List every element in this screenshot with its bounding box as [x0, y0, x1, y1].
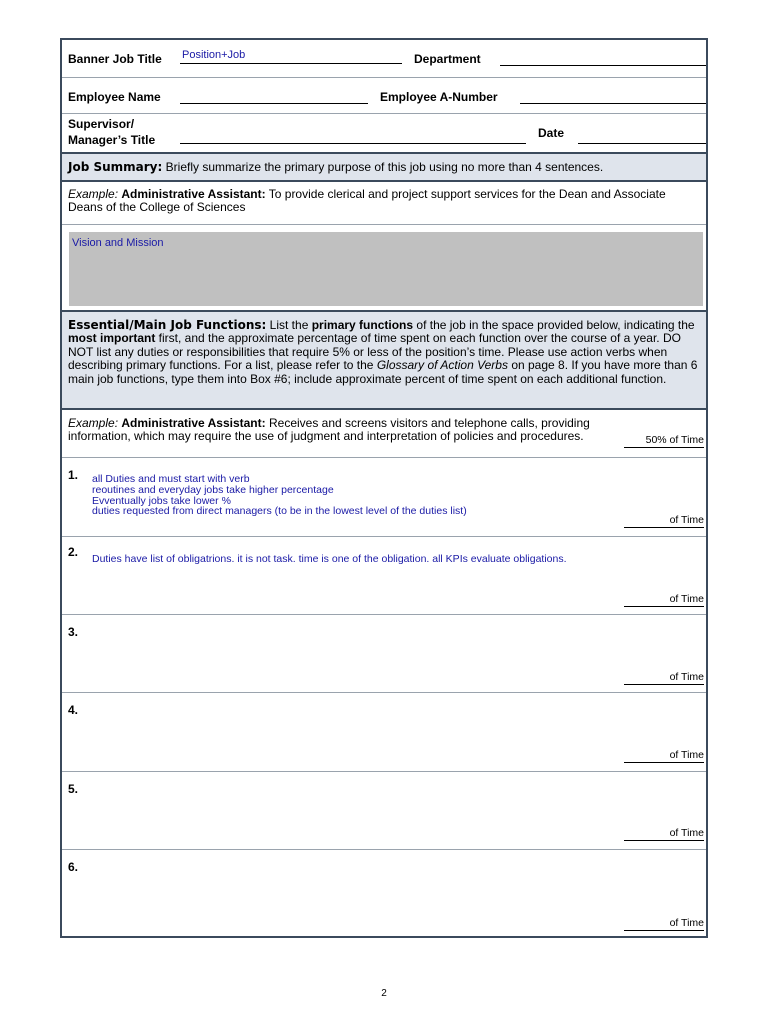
employee-anumber-label: Employee A-Number — [380, 90, 498, 104]
row-employee — [62, 78, 706, 114]
job-summary-instruction-block — [68, 161, 700, 174]
functions-example-body: Receives and screens visitors and telephone calls, providing information, which may require the use of judgment and interpretation of policies and procedures. — [68, 416, 590, 444]
banner-job-title-label: Banner Job Title — [68, 52, 162, 66]
function-1-line: reoutines and everyday jobs take higher percentage — [92, 483, 334, 496]
job-description-form — [60, 38, 708, 938]
functions-intro-d: most important — [68, 331, 156, 346]
functions-intro-a: List the — [266, 318, 312, 332]
function-1-line: duties requested from direct managers (to be in the lowest level of the duties list) — [92, 505, 467, 518]
function-row-2 — [62, 537, 706, 615]
employee-anumber-field[interactable] — [520, 90, 706, 104]
banner-job-title-value: Position+Job — [182, 49, 246, 61]
functions-header — [62, 312, 706, 410]
functions-intro-f: Glossary of Action Verbs — [376, 358, 508, 373]
supervisor-title-field[interactable] — [180, 130, 526, 144]
job-summary-instruction: Briefly summarize the primary purpose of this job using no more than 4 sentences. — [162, 160, 604, 174]
function-number-6: 6. — [68, 860, 79, 874]
date-field[interactable] — [578, 130, 706, 144]
row-title-department — [62, 40, 706, 78]
function-2-line: Duties have list of obligatrions. it is not task. time is one of the obligation. all KPIs evaluate obligations. — [92, 553, 567, 565]
banner-job-title-field[interactable] — [180, 50, 402, 64]
function-number-4: 4. — [68, 703, 79, 717]
functions-heading: Essential/Main Job Functions: — [68, 318, 267, 332]
function-entry-4[interactable] — [92, 709, 592, 739]
function-row-6 — [62, 850, 706, 938]
function-row-5 — [62, 772, 706, 850]
job-summary-entry-value: Vision and Mission — [72, 237, 164, 249]
function-number-2: 2. — [68, 545, 79, 559]
job-summary-entry-box[interactable] — [69, 232, 703, 306]
function-time-2[interactable]: of Time — [624, 593, 704, 607]
function-number-1: 1. — [68, 468, 79, 482]
function-entry-3[interactable] — [92, 631, 592, 661]
job-summary-example — [62, 182, 706, 225]
function-entry-1[interactable] — [92, 474, 467, 517]
functions-intro-g: on page 8. If you have more than 6 main job functions, type them into Box #6; include approximate percent of time spent on each additional function. — [68, 358, 698, 386]
job-summary-header — [62, 154, 706, 182]
department-field[interactable] — [500, 52, 706, 66]
job-summary-entry-row — [62, 225, 706, 312]
supervisor-label-line1: Supervisor/ — [68, 117, 135, 131]
job-summary-example-label: Example: — [68, 187, 119, 201]
functions-instructions — [68, 319, 700, 386]
job-summary-heading: Job Summary: — [68, 160, 163, 174]
functions-example — [62, 410, 706, 458]
function-entry-6[interactable] — [92, 866, 592, 906]
employee-name-field[interactable] — [180, 90, 368, 104]
job-summary-example-text — [68, 188, 700, 215]
functions-example-time: 50% of Time — [624, 434, 704, 448]
function-time-6[interactable]: of Time — [624, 917, 704, 931]
function-row-3 — [62, 615, 706, 693]
function-time-4[interactable]: of Time — [624, 749, 704, 763]
function-1-line: Evventually jobs take lower % — [92, 494, 231, 507]
job-summary-example-role: Administrative Assistant: — [121, 187, 266, 201]
date-label: Date — [538, 126, 565, 140]
functions-example-text — [68, 417, 606, 444]
function-row-1 — [62, 458, 706, 537]
function-time-1[interactable]: of Time — [624, 514, 704, 528]
functions-example-role: Administrative Assistant: — [121, 416, 266, 430]
function-row-4 — [62, 693, 706, 772]
function-1-line: all Duties and must start with verb — [92, 473, 250, 485]
function-entry-2[interactable] — [92, 554, 567, 565]
functions-intro-e: first, and the approximate percentage of time spent on each function over the course of a year. DO NOT list any duties or responsibilities that require 5% or less of the position’s time. Please use action verbs when describing primary functions. For a list, please refer to the — [68, 331, 681, 373]
function-time-5[interactable]: of Time — [624, 827, 704, 841]
functions-example-label: Example: — [68, 416, 119, 430]
function-entry-5[interactable] — [92, 788, 592, 818]
row-supervisor — [62, 114, 706, 154]
job-summary-example-body: To provide clerical and project support services for the Dean and Associate Deans of the College of Sciences — [68, 187, 666, 215]
department-label: Department — [414, 52, 481, 66]
employee-name-label: Employee Name — [68, 90, 161, 104]
page-number: 2 — [381, 988, 387, 999]
supervisor-label-line2: Manager’s Title — [68, 133, 156, 147]
function-time-3[interactable]: of Time — [624, 671, 704, 685]
functions-intro-c: of the job in the space provided below, indicating the — [413, 318, 695, 332]
functions-intro-b: primary functions — [311, 318, 414, 332]
function-number-3: 3. — [68, 625, 79, 639]
function-number-5: 5. — [68, 782, 79, 796]
